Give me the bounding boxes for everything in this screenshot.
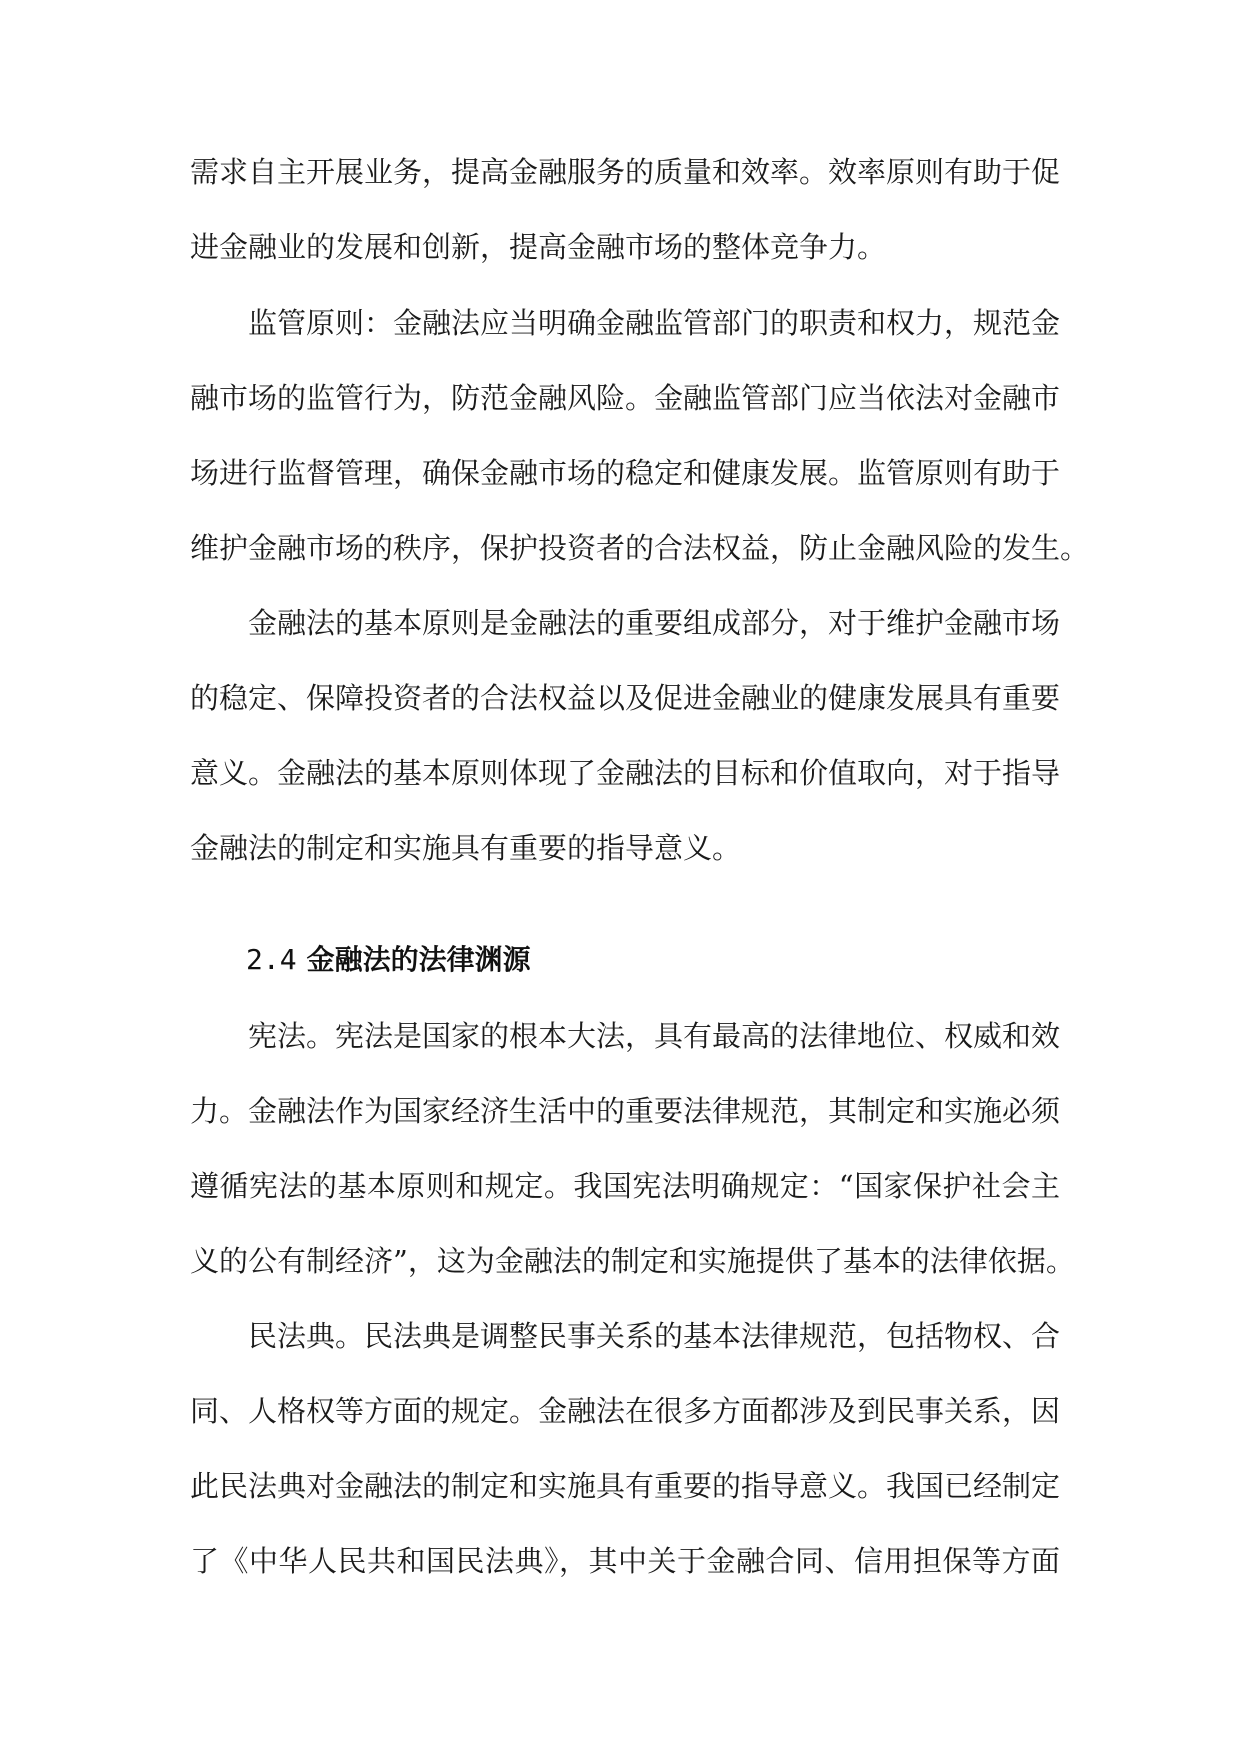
paragraph-line: 义的公有制经济”，这为金融法的制定和实施提供了基本的法律依据。	[190, 1244, 1075, 1278]
paragraph-line: 维护金融市场的秩序，保护投资者的合法权益，防止金融风险的发生。	[190, 531, 1090, 565]
paragraph-line: 进金融业的发展和创新，提高金融市场的整体竞争力。	[190, 230, 887, 264]
paragraph-line: 遵循宪法的基本原则和规定。我国宪法明确规定：“国家保护社会主	[190, 1169, 1060, 1203]
paragraph-line: 需求自主开展业务，提高金融服务的质量和效率。效率原则有助于促	[190, 155, 1061, 189]
paragraph-line: 场进行监督管理，确保金融市场的稳定和健康发展。监管原则有助于	[190, 456, 1061, 490]
paragraph-line: 金融法的基本原则是金融法的重要组成部分，对于维护金融市场	[248, 606, 1061, 640]
section-number: 2.4	[246, 943, 297, 976]
paragraph-line: 融市场的监管行为，防范金融风险。金融监管部门应当依法对金融市	[190, 381, 1061, 415]
paragraph-line: 监管原则：金融法应当明确金融监管部门的职责和权力，规范金	[248, 306, 1061, 340]
paragraph-line: 意义。金融法的基本原则体现了金融法的目标和价值取向，对于指导	[190, 756, 1061, 790]
paragraph-line: 金融法的制定和实施具有重要的指导意义。	[190, 831, 742, 865]
paragraph-line: 宪法。宪法是国家的根本大法，具有最高的法律地位、权威和效	[248, 1019, 1061, 1053]
section-title: 金融法的法律渊源	[306, 943, 531, 976]
paragraph-line: 的稳定、保障投资者的合法权益以及促进金融业的健康发展具有重要	[190, 681, 1061, 715]
paragraph-line: 力。金融法作为国家经济生活中的重要法律规范，其制定和实施必须	[190, 1094, 1061, 1128]
paragraph-line: 同、人格权等方面的规定。金融法在很多方面都涉及到民事关系，因	[190, 1394, 1061, 1428]
paragraph-line: 了《中华人民共和国民法典》，其中关于金融合同、信用担保等方面	[190, 1544, 1060, 1578]
paragraph-line: 民法典。民法典是调整民事关系的基本法律规范，包括物权、合	[248, 1319, 1061, 1353]
paragraph-line: 此民法典对金融法的制定和实施具有重要的指导意义。我国已经制定	[190, 1469, 1061, 1503]
section-heading	[246, 940, 531, 980]
